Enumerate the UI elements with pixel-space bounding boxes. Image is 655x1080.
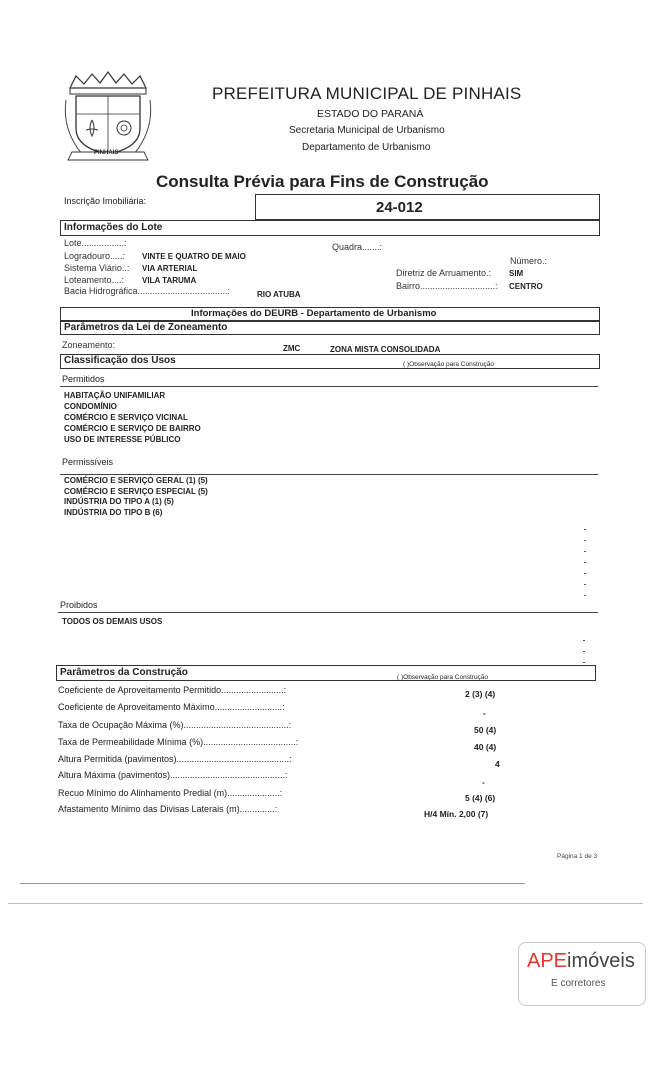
bacia-label: Bacia Hidrográfica....................................: bbox=[64, 286, 231, 296]
diretriz-value: SIM bbox=[509, 269, 524, 278]
param-value: H/4 Mín. 2,00 (7) bbox=[424, 809, 489, 819]
param-label: Altura Permitida (pavimentos).............................................: bbox=[58, 754, 292, 764]
list-item: INDÚSTRIA DO TIPO A (1) (5) bbox=[64, 497, 174, 506]
sistema-viario-label: Sistema Viário..: bbox=[64, 263, 130, 273]
permissiveis-list bbox=[64, 476, 208, 518]
deurb-section-header bbox=[60, 307, 600, 321]
lote-section-header bbox=[60, 220, 600, 236]
zoneamento-section-header bbox=[60, 321, 600, 335]
margin-mark bbox=[584, 551, 586, 552]
document-title: Consulta Prévia para Fins de Construção bbox=[156, 172, 489, 191]
footer-rule-bottom bbox=[8, 903, 643, 904]
permissiveis-rule bbox=[60, 474, 598, 475]
department-name: Departamento de Urbanismo bbox=[302, 142, 431, 153]
param-value: 50 (4) bbox=[474, 725, 497, 735]
agency-watermark bbox=[518, 942, 646, 1006]
param-value: 40 (4) bbox=[474, 742, 497, 752]
margin-mark bbox=[584, 540, 586, 541]
lote-label: Lote.................: bbox=[64, 238, 127, 248]
proibidos-label: Proibidos bbox=[60, 600, 98, 610]
margin-mark bbox=[583, 651, 585, 652]
param-row bbox=[58, 753, 508, 769]
agency-tagline: E corretores bbox=[551, 978, 606, 989]
zoneamento-label: Zoneamento: bbox=[62, 340, 116, 350]
param-row bbox=[58, 701, 508, 717]
permissiveis-label: Permissíveis bbox=[62, 457, 114, 467]
permitidos-rule bbox=[60, 386, 598, 387]
zoneamento-code: ZMC bbox=[283, 344, 301, 353]
deurb-section-title: Informações do DEURB - Departamento de Urbanismo bbox=[191, 308, 437, 319]
param-row bbox=[58, 803, 508, 819]
permitidos-label: Permitidos bbox=[62, 374, 105, 384]
footer-rule bbox=[20, 883, 525, 884]
numero-label: Número.: bbox=[510, 256, 548, 266]
margin-mark bbox=[584, 529, 586, 530]
list-item: USO DE INTERESSE PÚBLICO bbox=[64, 435, 181, 444]
proibidos-rule bbox=[58, 612, 598, 613]
param-row bbox=[58, 719, 508, 735]
margin-mark bbox=[584, 562, 586, 563]
list-item: COMÉRCIO E SERVIÇO VICINAL bbox=[64, 413, 188, 422]
municipal-seal bbox=[62, 70, 154, 162]
seal-ribbon-text: PINHAIS bbox=[94, 150, 119, 156]
proibidos-list bbox=[62, 617, 162, 626]
page-title: PREFEITURA MUNICIPAL DE PINHAIS bbox=[212, 84, 522, 103]
margin-mark bbox=[584, 573, 586, 574]
state-name: ESTADO DO PARANÁ bbox=[317, 108, 424, 120]
param-label: Altura Máxima (pavimentos)..............................................: bbox=[58, 770, 288, 780]
param-row bbox=[58, 736, 508, 752]
logradouro-label: Logradouro.....: bbox=[64, 251, 126, 261]
agency-brand-rest: imóveis bbox=[567, 950, 635, 972]
margin-mark bbox=[583, 640, 585, 641]
param-value: 2 (3) (4) bbox=[465, 689, 496, 699]
param-label: Taxa de Permeabilidade Mínima (%).....................................: bbox=[58, 737, 299, 747]
list-item: TODOS OS DEMAIS USOS bbox=[62, 617, 163, 626]
construcao-obs-note: ( )Observação para Construção bbox=[397, 674, 489, 681]
zoneamento-name: ZONA MISTA CONSOLIDADA bbox=[330, 345, 441, 354]
margin-mark bbox=[584, 584, 586, 585]
margin-mark bbox=[583, 662, 585, 663]
list-item: CONDOMÍNIO bbox=[64, 402, 117, 411]
param-label: Coeficiente de Aproveitamento Permitido.........................: bbox=[58, 685, 287, 695]
bairro-value: CENTRO bbox=[509, 282, 543, 291]
list-item: INDÚSTRIA DO TIPO B (6) bbox=[64, 507, 163, 517]
param-value: - bbox=[483, 708, 486, 718]
param-label: Taxa de Ocupação Máxima (%)..........................................: bbox=[58, 720, 292, 730]
param-value: - bbox=[482, 777, 485, 787]
usos-section-title: Classificação dos Usos bbox=[64, 355, 176, 366]
param-row bbox=[58, 769, 508, 785]
bacia-value: RIO ATUBA bbox=[257, 290, 301, 299]
list-item: COMÉRCIO E SERVIÇO DE BAIRRO bbox=[64, 424, 201, 433]
quadra-label: Quadra.......: bbox=[332, 242, 383, 252]
construcao-section-title: Parâmetros da Construção bbox=[60, 667, 188, 678]
diretriz-label: Diretriz de Arruamento.: bbox=[396, 268, 492, 278]
permitidos-list bbox=[64, 390, 201, 445]
param-row bbox=[58, 787, 508, 803]
inscricao-box bbox=[255, 194, 600, 220]
usos-obs-note: ( )Observação para Construção bbox=[403, 361, 495, 368]
sistema-viario-value: VIA ARTERIAL bbox=[142, 264, 198, 273]
param-row bbox=[58, 685, 508, 701]
inscricao-value: 24-012 bbox=[376, 199, 423, 216]
inscricao-label: Inscrição Imobiliária: bbox=[64, 196, 147, 206]
zoneamento-section-title: Parâmetros da Lei de Zoneamento bbox=[64, 322, 228, 333]
loteamento-value: VILA TARUMA bbox=[142, 276, 197, 285]
usos-section-header bbox=[60, 354, 600, 369]
param-label: Recuo Mínimo do Alinhamento Predial (m).....................: bbox=[58, 788, 283, 798]
logradouro-value: VINTE E QUATRO DE MAIO bbox=[142, 252, 246, 261]
param-value: 4 bbox=[495, 759, 500, 769]
loteamento-label: Loteamento....: bbox=[64, 275, 125, 285]
list-item: COMÉRCIO E SERVIÇO ESPECIAL (5) bbox=[64, 486, 208, 496]
agency-brand-accent: APE bbox=[527, 950, 568, 972]
list-item: HABITAÇÃO UNIFAMILIAR bbox=[64, 391, 166, 400]
agency-brand bbox=[527, 950, 635, 973]
secretariat-name: Secretaria Municipal de Urbanismo bbox=[289, 125, 445, 136]
margin-mark bbox=[584, 595, 586, 596]
bairro-label: Bairro..............................: bbox=[396, 281, 498, 291]
param-label: Coeficiente de Aproveitamento Máximo...........................: bbox=[58, 702, 285, 712]
construcao-section-header bbox=[56, 665, 596, 681]
page-number: Página 1 de 3 bbox=[557, 853, 598, 860]
list-item: COMÉRCIO E SERVIÇO GERAL (1) (5) bbox=[64, 476, 208, 485]
lote-section-title: Informações do Lote bbox=[64, 222, 163, 233]
param-label: Afastamento Mínimo das Divisas Laterais (m)..............: bbox=[58, 804, 278, 814]
param-value: 5 (4) (6) bbox=[465, 793, 496, 803]
